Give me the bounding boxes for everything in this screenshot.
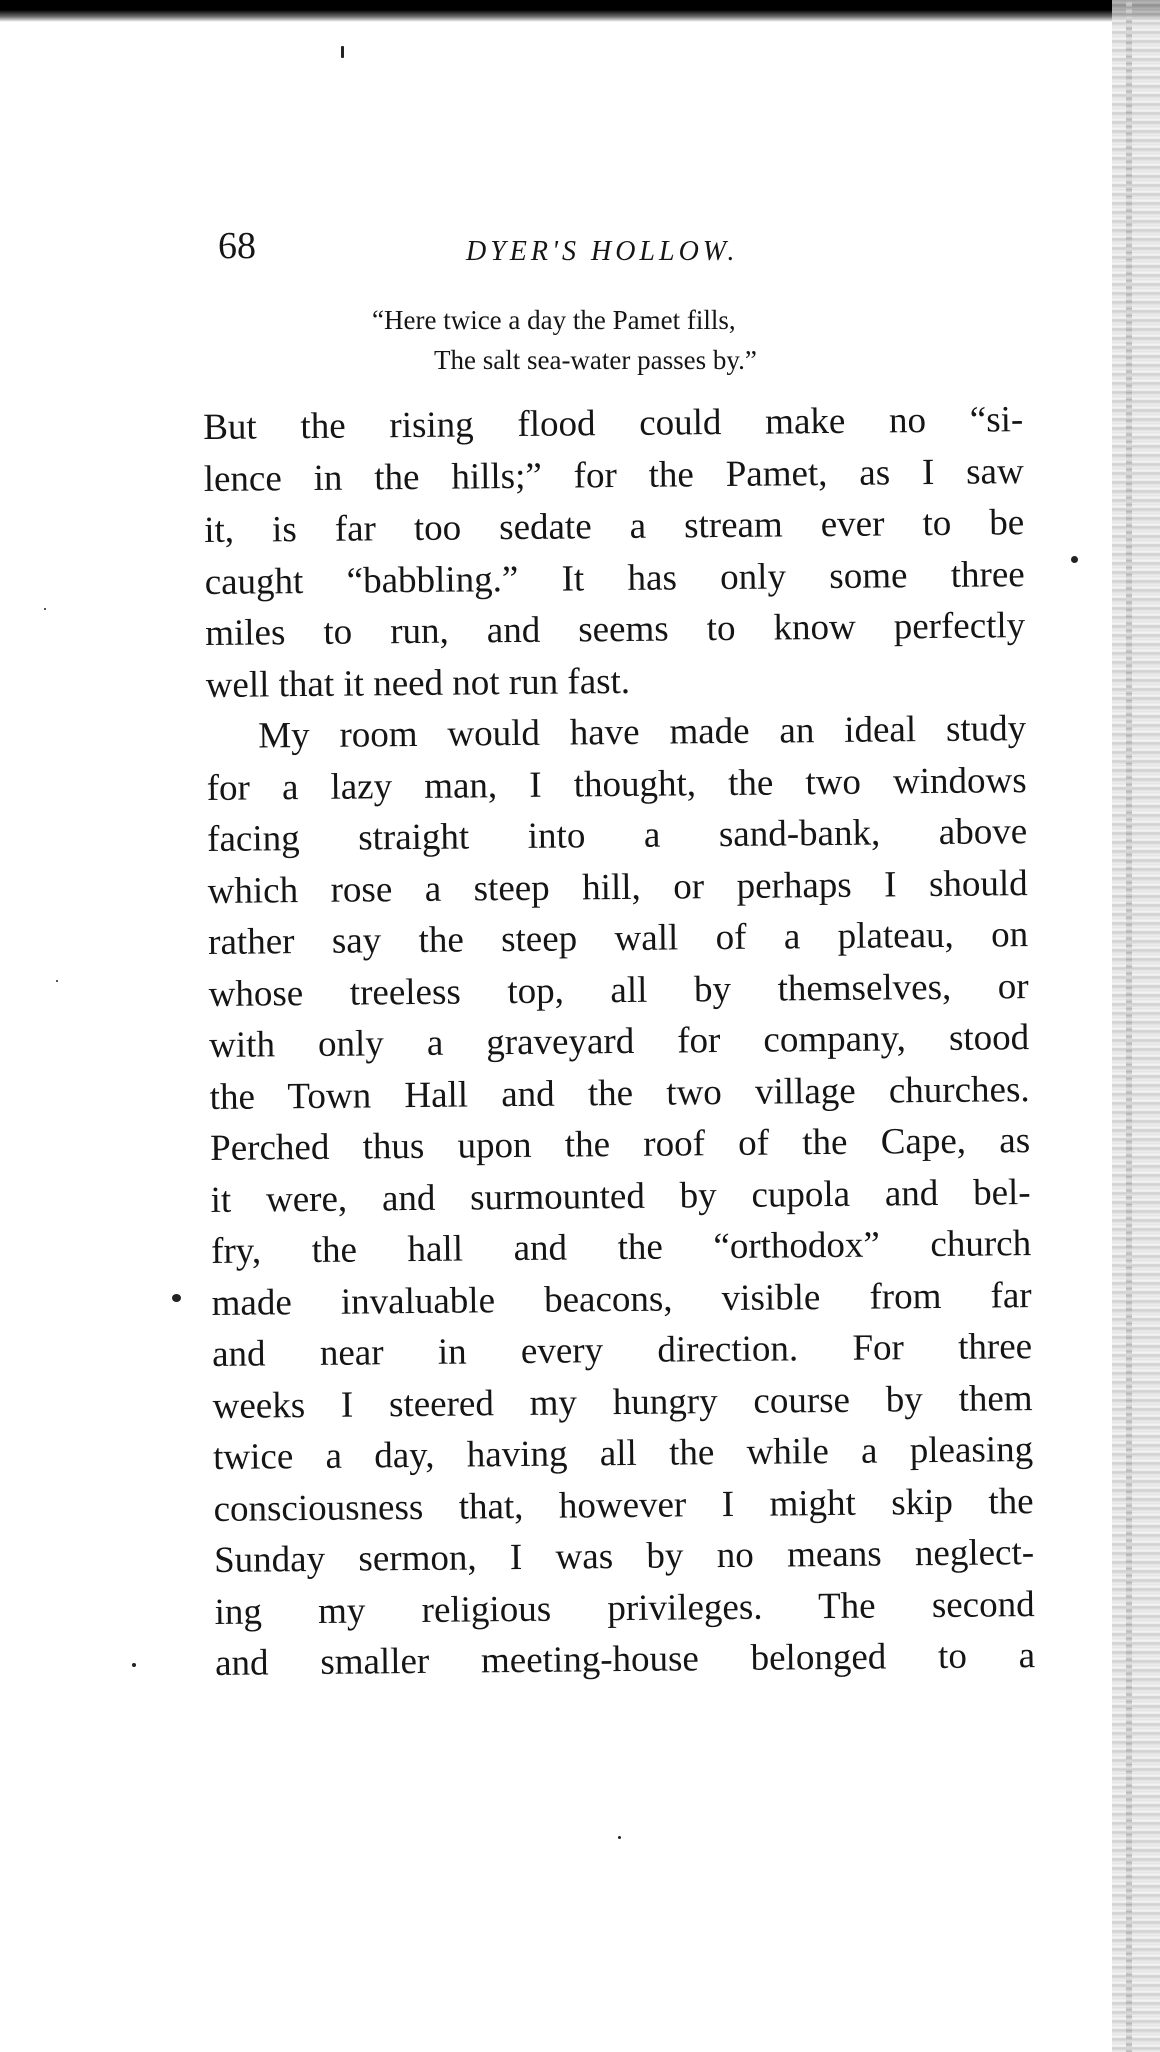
text-line: the Town Hall and the two village churches. xyxy=(209,1068,1030,1118)
body-text xyxy=(203,394,1035,1689)
text-line: weeks I steered my hungry course by them xyxy=(212,1377,1033,1427)
text-line: and smaller meeting-house belonged to a xyxy=(214,1635,1036,1684)
text-line: caught “babbling.” It has only some three xyxy=(204,553,1025,603)
text-line: for a lazy man, I thought, the two windows xyxy=(206,759,1027,809)
text-line: Sunday sermon, I was by no means neglect- xyxy=(213,1532,1035,1581)
text-line: which rose a steep hill, or perhaps I should xyxy=(207,862,1028,912)
epigraph-line: “Here twice a day the Pamet fills, xyxy=(372,305,736,335)
scan-page-edge xyxy=(1112,0,1160,2052)
text-line: miles to run, and seems to know perfectly xyxy=(205,605,1026,654)
epigraph xyxy=(372,300,932,380)
text-line: facing straight into a sand-bank, above xyxy=(207,811,1028,860)
text-line: made invaluable beacons, visible from far xyxy=(211,1274,1032,1324)
text-line: lence in the hills;” for the Pamet, as I saw xyxy=(203,450,1024,500)
text-line: it, is far too sedate a stream ever to be xyxy=(204,502,1025,551)
text-line: But the rising flood could make no “si- xyxy=(203,399,1024,448)
text-line: well that it need not run fast. xyxy=(205,660,631,706)
epigraph-line: The salt sea-water passes by.” xyxy=(434,345,757,375)
text-line: with only a graveyard for company, stood xyxy=(208,1017,1030,1066)
scan-page-edge-shadow xyxy=(1126,0,1132,2052)
scan-speck xyxy=(618,1836,621,1839)
scan-speck xyxy=(132,1663,136,1667)
scan-speck xyxy=(1071,556,1078,563)
text-line: and near in every direction. For three xyxy=(211,1326,1033,1375)
text-line: rather say the steep wall of a plateau, on xyxy=(207,914,1029,963)
text-line: ing my religious privileges. The second xyxy=(214,1583,1035,1633)
scan-speck xyxy=(56,980,58,982)
text-line: My room would have made an ideal study xyxy=(258,708,1027,757)
text-line: twice a day, having all the while a pleasing xyxy=(212,1429,1034,1478)
text-line: it were, and surmounted by cupola and bel- xyxy=(210,1171,1031,1221)
page-number: 68 xyxy=(218,225,256,267)
scan-top-edge xyxy=(0,0,1160,22)
text-line: consciousness that, however I might skip the xyxy=(213,1480,1034,1530)
scan-speck xyxy=(172,1294,181,1302)
text-line: whose treeless top, all by themselves, or xyxy=(208,965,1029,1015)
scan-speck xyxy=(44,608,46,610)
scan-speck xyxy=(341,46,344,58)
text-line: fry, the hall and the “orthodox” church xyxy=(210,1223,1032,1272)
running-title: DYER'S HOLLOW. xyxy=(466,236,739,267)
text-line: Perched thus upon the roof of the Cape, as xyxy=(209,1120,1031,1169)
